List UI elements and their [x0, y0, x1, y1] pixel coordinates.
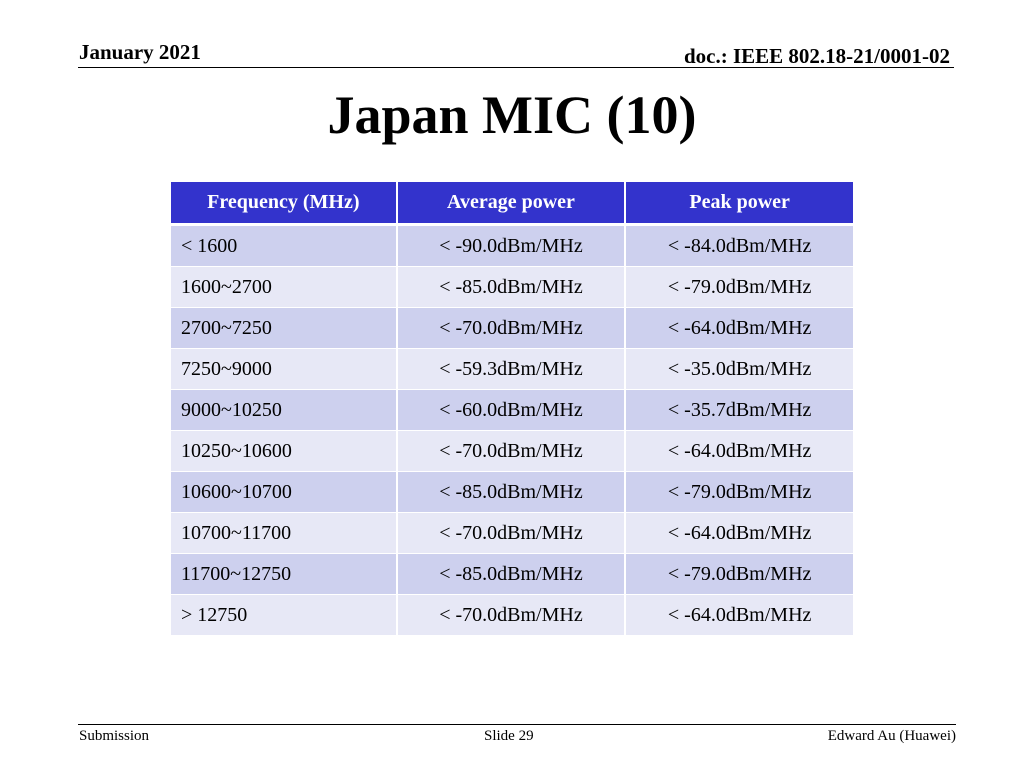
table-row — [171, 308, 853, 349]
cell-average-power: < -70.0dBm/MHz — [397, 308, 626, 349]
cell-average-power: < -59.3dBm/MHz — [397, 349, 626, 390]
column-header-average-power: Average power — [397, 182, 626, 225]
table-row — [171, 267, 853, 308]
cell-peak-power: < -64.0dBm/MHz — [625, 308, 853, 349]
cell-peak-power: < -35.0dBm/MHz — [625, 349, 853, 390]
cell-peak-power: < -64.0dBm/MHz — [625, 431, 853, 472]
cell-frequency: 9000~10250 — [171, 390, 397, 431]
cell-frequency: 2700~7250 — [171, 308, 397, 349]
cell-peak-power: < -84.0dBm/MHz — [625, 225, 853, 267]
footer-submission: Submission — [79, 728, 150, 744]
table-row — [171, 225, 853, 267]
table-row — [171, 431, 853, 472]
table-row — [171, 595, 853, 636]
header-date: January 2021 — [79, 40, 201, 64]
cell-peak-power: < -79.0dBm/MHz — [625, 472, 853, 513]
cell-frequency: > 12750 — [171, 595, 397, 636]
cell-average-power: < -90.0dBm/MHz — [397, 225, 626, 267]
header-doc-id: doc.: IEEE 802.18-21/0001-02 — [683, 44, 950, 68]
column-header-frequency: Frequency (MHz) — [171, 182, 397, 225]
table-row — [171, 472, 853, 513]
cell-average-power: < -70.0dBm/MHz — [397, 431, 626, 472]
table-row — [171, 349, 853, 390]
cell-peak-power: < -64.0dBm/MHz — [625, 595, 853, 636]
cell-frequency: 10250~10600 — [171, 431, 397, 472]
header-divider — [78, 67, 954, 68]
cell-frequency: 7250~9000 — [171, 349, 397, 390]
slide-title: Japan MIC (10) — [327, 85, 697, 145]
cell-frequency: 11700~12750 — [171, 554, 397, 595]
power-limits-table — [171, 182, 853, 636]
cell-frequency: 10700~11700 — [171, 513, 397, 554]
cell-frequency: 1600~2700 — [171, 267, 397, 308]
cell-average-power: < -70.0dBm/MHz — [397, 595, 626, 636]
cell-average-power: < -85.0dBm/MHz — [397, 554, 626, 595]
footer-slide-number: Slide 29 — [484, 728, 534, 744]
footer-author: Edward Au (Huawei) — [827, 728, 956, 744]
cell-peak-power: < -35.7dBm/MHz — [625, 390, 853, 431]
column-header-peak-power: Peak power — [625, 182, 853, 225]
cell-peak-power: < -64.0dBm/MHz — [625, 513, 853, 554]
table-row — [171, 554, 853, 595]
cell-average-power: < -60.0dBm/MHz — [397, 390, 626, 431]
table-row — [171, 390, 853, 431]
cell-peak-power: < -79.0dBm/MHz — [625, 267, 853, 308]
cell-frequency: 10600~10700 — [171, 472, 397, 513]
table-header-row — [171, 182, 853, 225]
footer-divider — [78, 724, 956, 725]
table-row — [171, 513, 853, 554]
cell-average-power: < -70.0dBm/MHz — [397, 513, 626, 554]
cell-average-power: < -85.0dBm/MHz — [397, 267, 626, 308]
cell-frequency: < 1600 — [171, 225, 397, 267]
cell-peak-power: < -79.0dBm/MHz — [625, 554, 853, 595]
cell-average-power: < -85.0dBm/MHz — [397, 472, 626, 513]
